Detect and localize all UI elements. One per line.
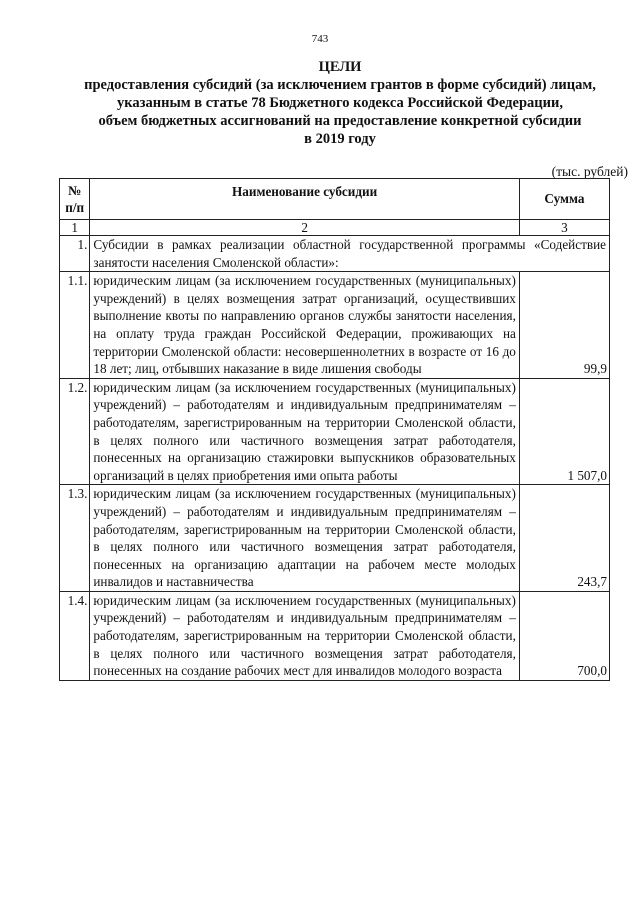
column-index-row <box>60 220 610 236</box>
subsidies-table <box>59 178 610 681</box>
header-num <box>60 179 90 220</box>
row-sum: 1 507,0 <box>519 378 609 485</box>
column-index-3: 3 <box>519 220 609 236</box>
header-sum: Сумма <box>519 179 609 220</box>
table-header-row <box>60 179 610 220</box>
title-line-3: указанным в статье 78 Бюджетного кодекса Российской Федерации, <box>117 95 563 111</box>
table-row <box>60 236 610 272</box>
table-row <box>60 485 610 592</box>
column-index-1: 1 <box>60 220 90 236</box>
row-text: юридическим лицам (за исключением государственных (муниципальных) учреждений) – работодателям и индивидуальным предпринимателям – работодателям, зарегистрированным на территории Смоленской области, в целях полного или частичного возмещения затрат работодателя, понесенных на организацию стажировки выпускников образовательных организаций в целях приобретения ими опыта работы <box>90 378 520 485</box>
title-line-1: ЦЕЛИ <box>318 59 362 75</box>
row-text: юридическим лицам (за исключением государственных (муниципальных) учреждений) – работодателям и индивидуальным предпринимателям – работодателям, зарегистрированным на территории Смоленской области, в целях полного или частичного возмещения затрат работодателя, понесенных на создание рабочих мест для инвалидов молодого возраста <box>90 591 520 680</box>
table-row <box>60 272 610 379</box>
row-text: юридическим лицам (за исключением государственных (муниципальных) учреждений) в целях возмещения затрат организаций, осуществивших выполнение квоты по направлению органов службы занятости населения, на оплату труда граждан Российской Федерации, проживающих на территории Смоленской области: несовершеннолетних в возрасте от 16 до 18 лет; лиц, отбывших наказание в виде лишения свободы <box>90 272 520 379</box>
title-line-2: предоставления субсидий (за исключением грантов в форме субсидий) лицам, <box>84 77 596 93</box>
row-number: 1.3. <box>60 485 90 592</box>
header-num-line1: № <box>68 183 82 198</box>
page-number: 743 <box>311 33 329 45</box>
title-line-4: объем бюджетных ассигнований на предоставление конкретной субсидии <box>98 113 582 129</box>
table-row <box>60 378 610 485</box>
row-sum: 700,0 <box>519 591 609 680</box>
row-number: 1.1. <box>60 272 90 379</box>
table-row <box>60 591 610 680</box>
header-name: Наименование субсидии <box>90 179 520 220</box>
row-number: 1.4. <box>60 591 90 680</box>
document-title <box>60 58 620 148</box>
row-sum: 99,9 <box>519 272 609 379</box>
header-num-line2: п/п <box>65 200 85 215</box>
column-index-2: 2 <box>90 220 520 236</box>
row-text: Субсидии в рамках реализации областной государственной программы «Содействие занятости населения Смоленской области»: <box>90 236 610 272</box>
row-number: 1.2. <box>60 378 90 485</box>
title-line-5: в 2019 году <box>304 131 376 147</box>
row-text: юридическим лицам (за исключением государственных (муниципальных) учреждений) – работодателям и индивидуальным предпринимателям – работодателям, зарегистрированным на территории Смоленской области, в целях полного или частичного возмещения затрат работодателя, понесенных на организацию адаптации на рабочем месте молодых инвалидов и наставничества <box>90 485 520 592</box>
units-label: (тыс. рублей) <box>551 164 628 179</box>
row-sum: 243,7 <box>519 485 609 592</box>
row-number: 1. <box>60 236 90 272</box>
